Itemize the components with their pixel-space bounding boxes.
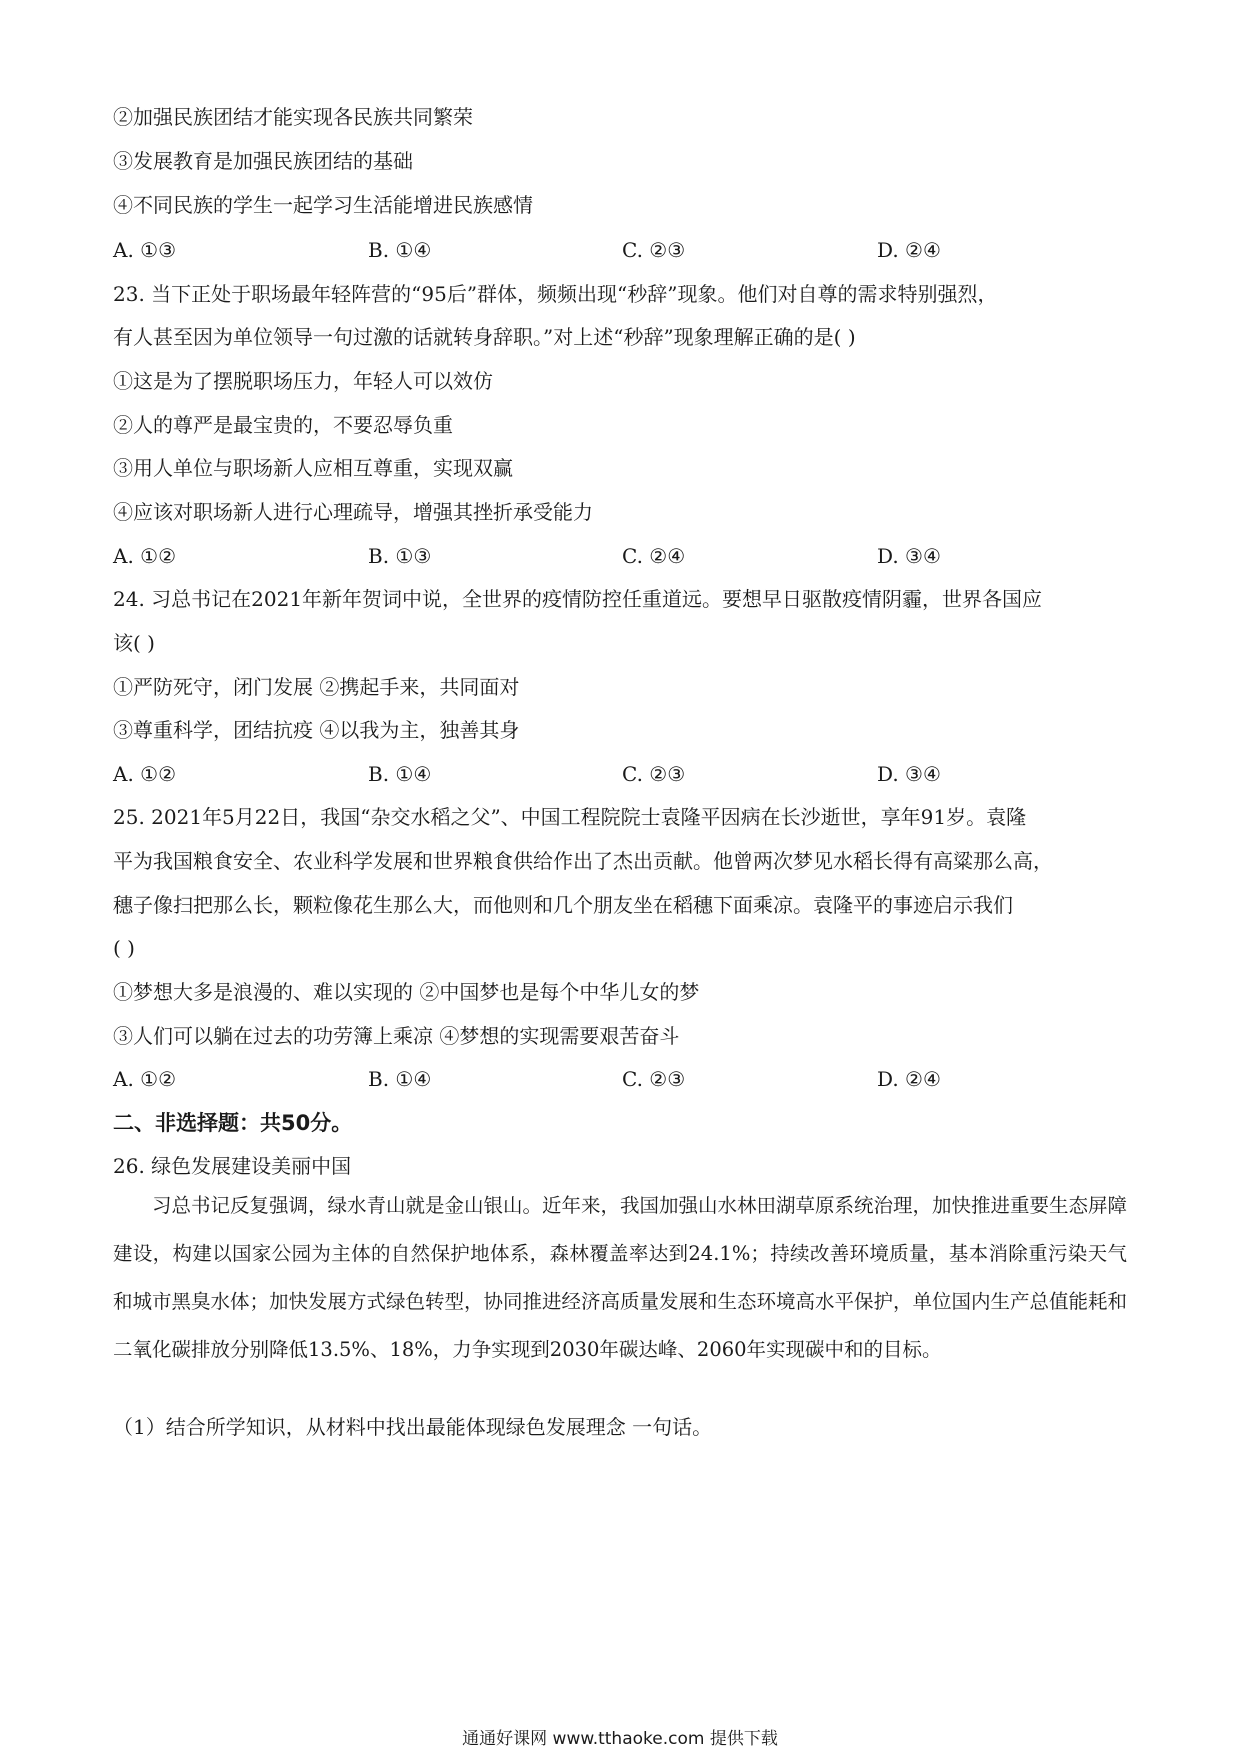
q24-item-1-2: ①严防死守，闭门发展 ②携起手来，共同面对 xyxy=(113,675,520,699)
q23-item-2: ②人的尊严是最宝贵的，不要忍辱负重 xyxy=(113,413,453,437)
q23-stem-line-2: 有人甚至因为单位领导一句过激的话就转身辞职。”对上述“秒辞”现象理解正确的是( ) xyxy=(113,325,856,349)
q23-item-3: ③用人单位与职场新人应相互尊重，实现双赢 xyxy=(113,456,513,480)
q24-stem-line-1: 24. 习总书记在2021年新年贺词中说，全世界的疫情防控任重道远。要想早日驱散疫情阴霾，世界各国应 xyxy=(113,587,1043,611)
q23-item-4: ④应该对职场新人进行心理疏导，增强其挫折承受能力 xyxy=(113,500,593,524)
q25-stem-line-3: 穗子像扫把那么长，颗粒像花生那么大，而他则和几个朋友坐在稻穗下面乘凉。袁隆平的事迹启示我们 xyxy=(113,893,1013,917)
q23-option-a: A. ①② xyxy=(113,544,177,568)
q22-option-a: A. ①③ xyxy=(113,238,177,262)
q25-option-b: B. ①④ xyxy=(368,1067,432,1091)
section-heading: 二、非选择题：共50分。 xyxy=(113,1111,353,1135)
q26-material: 习总书记反复强调，绿水青山就是金山银山。近年来，我国加强山水林田湖草原系统治理，加快推进重要生态屏障建设，构建以国家公园为主体的自然保护地体系，森林覆盖率达到24.1%；持续改善环境质量，基本消除重污染天气和城市黑臭水体；加快发展方式绿色转型，协同推进经济高质量发展和生态环境高水平保护，单位国内生产总值能耗和二氧化碳排放分别降低13.5%、18%，力争实现到2030年碳达峰、2060年实现碳中和的目标。 xyxy=(113,1194,1128,1361)
q26-subquestion-1: （1）结合所学知识，从材料中找出最能体现绿色发展理念 一句话。 xyxy=(113,1415,713,1439)
q25-option-c: C. ②③ xyxy=(622,1067,686,1091)
q23-option-d: D. ③④ xyxy=(877,544,941,568)
q25-option-a: A. ①② xyxy=(113,1067,177,1091)
q25-item-3-4: ③人们可以躺在过去的功劳簿上乘凉 ④梦想的实现需要艰苦奋斗 xyxy=(113,1024,680,1048)
q24-stem-line-2: 该( ) xyxy=(113,631,155,655)
q23-item-1: ①这是为了摆脱职场压力，年轻人可以效仿 xyxy=(113,369,493,393)
q25-option-d: D. ②④ xyxy=(877,1067,941,1091)
q25-stem-line-2: 平为我国粮食安全、农业科学发展和世界粮食供给作出了杰出贡献。他曾两次梦见水稻长得有高粱那么高， xyxy=(113,849,1053,873)
q22-item-2: ②加强民族团结才能实现各民族共同繁荣 xyxy=(113,105,473,129)
q25-stem-line-4: ( ) xyxy=(113,936,135,960)
q23-option-b: B. ①③ xyxy=(368,544,432,568)
q24-option-b: B. ①④ xyxy=(368,762,432,786)
q22-option-c: C. ②③ xyxy=(622,238,686,262)
q25-stem-line-1: 25. 2021年5月22日，我国“杂交水稻之父”、中国工程院院士袁隆平因病在长沙逝世，享年91岁。袁隆 xyxy=(113,805,1027,829)
q24-option-c: C. ②③ xyxy=(622,762,686,786)
q22-option-b: B. ①④ xyxy=(368,238,432,262)
q22-item-3: ③发展教育是加强民族团结的基础 xyxy=(113,149,413,173)
q26-title: 26. 绿色发展建设美丽中国 xyxy=(113,1154,352,1178)
q25-item-1-2: ①梦想大多是浪漫的、难以实现的 ②中国梦也是每个中华儿女的梦 xyxy=(113,980,700,1004)
page-footer: 通通好课网 www.tthaoke.com 提供下载 xyxy=(462,1729,778,1749)
q22-option-d: D. ②④ xyxy=(877,238,941,262)
q22-item-4: ④不同民族的学生一起学习生活能增进民族感情 xyxy=(113,193,533,217)
q24-option-d: D. ③④ xyxy=(877,762,941,786)
q24-option-a: A. ①② xyxy=(113,762,177,786)
q23-option-c: C. ②④ xyxy=(622,544,686,568)
q23-stem-line-1: 23. 当下正处于职场最年轻阵营的“95后”群体，频频出现“秒辞”现象。他们对自尊的需求特别强烈， xyxy=(113,282,998,306)
q24-item-3-4: ③尊重科学，团结抗疫 ④以我为主，独善其身 xyxy=(113,718,520,742)
